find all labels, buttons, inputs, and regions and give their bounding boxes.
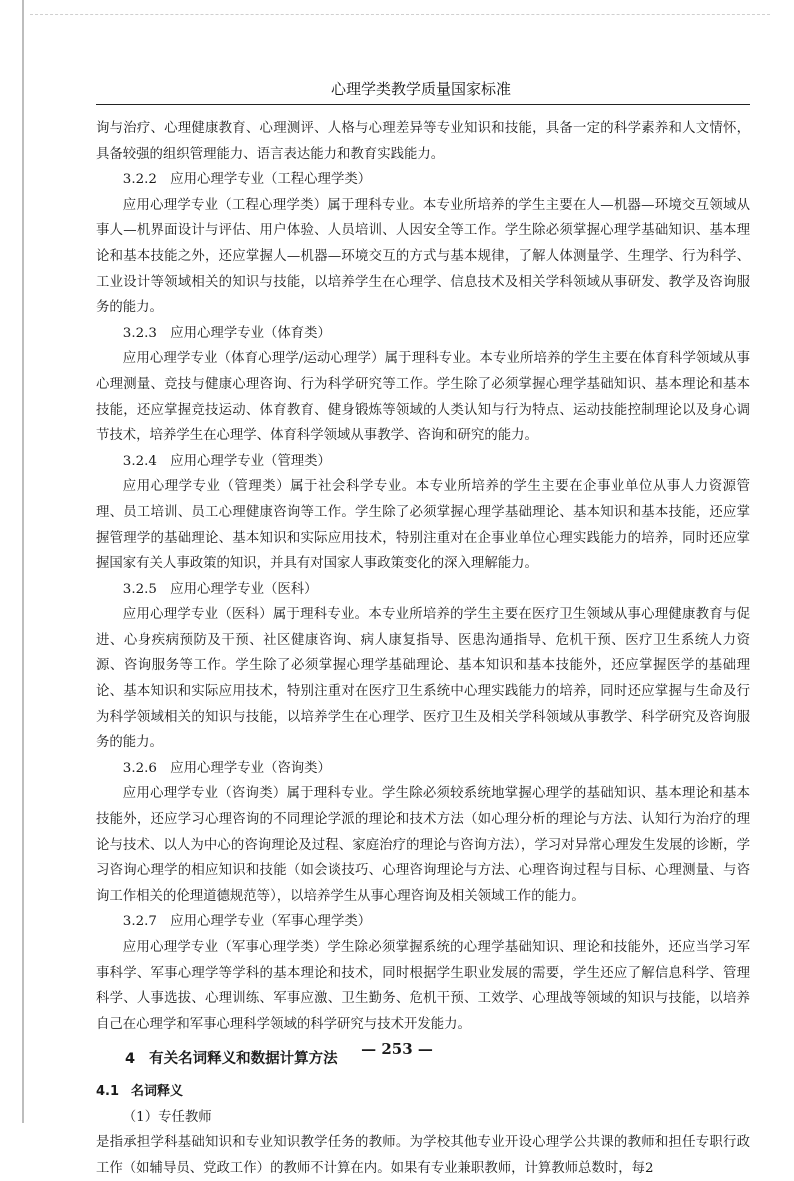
scan-top-strip (30, 14, 770, 16)
section-3-2-6-heading: 3.2.6 应用心理学专业（咨询类） (122, 760, 331, 776)
scan-edge (22, 0, 24, 1123)
page-body (96, 116, 750, 1181)
section-3-2-7-heading: 3.2.7 应用心理学专业（军事心理学类） (122, 914, 372, 930)
section-3-2-4-body: 应用心理学专业（管理类）属于社会科学专业。本专业所培养的学生主要在企事业单位从事人力资源管理、员工培训、员工心理健康咨询等工作。学生除了必须掌握心理学基础理论、基本知识和基本技能，还应掌握管理学的基础理论、基本知识和实际应用技术，特别注重对在企事业单位心理实践能力的培养，同时还应掌握国家有关人事政策的知识，并具有对国家人事政策变化的深入理解能力。 (96, 479, 750, 572)
section-3-2-5-body: 应用心理学专业（医科）属于理科专业。本专业所培养的学生主要在医疗卫生领域从事心理健康教育与促进、心身疾病预防及干预、社区健康咨询、病人康复指导、医患沟通指导、危机干预、医疗卫生系统人力资源、咨询服务等工作。学生除了必须掌握心理学基础理论、基本知识和基本技能外，还应掌握医学的基础理论、基本知识和实际应用技术，特别注重对在医疗卫生系统中心理实践能力的培养，同时还应掌握与生命及行为科学领域相关的知识与技能，以培养学生在心理学、医疗卫生及相关学科领域从事教学、科学研究及咨询服务的能力。 (96, 607, 750, 751)
header-rule (96, 104, 750, 105)
section-3-2-7-body: 应用心理学专业（军事心理学类）学生除必须掌握系统的心理学基础知识、理论和技能外，还应当学习军事科学、军事心理学等学科的基本理论和技术，同时根据学生职业发展的需要，学生还应了解信息科学、管理科学、人事选拔、心理训练、军事应激、卫生勤务、危机干预、工效学、心理战等领域的知识与技能，以培养自己在心理学和军事心理科学领域的科学研究与技术开发能力。 (96, 940, 750, 1032)
section-3-2-3-heading: 3.2.3 应用心理学专业（体育类） (122, 325, 331, 341)
section-3-2-3-body: 应用心理学专业（体育心理学/运动心理学）属于理科专业。本专业所培养的学生主要在体育科学领域从事心理测量、竞技与健康心理咨询、行为科学研究等工作。学生除了必须掌握心理学基础知识、基本理论和基本技能，还应掌握竞技运动、体育教育、健身锻炼等领域的人类认知与行为特点、运动技能控制理论以及身心调节技术，培养学生在心理学、体育科学领域从事教学、咨询和研究的能力。 (96, 351, 750, 444)
section-3-2-5-heading: 3.2.5 应用心理学专业（医科） (122, 581, 318, 597)
section-3-2-2-heading: 3.2.2 应用心理学专业（工程心理学类） (122, 172, 372, 188)
page-number: — 253 — (361, 1040, 433, 1058)
section-3-2-4-heading: 3.2.4 应用心理学专业（管理类） (122, 453, 331, 469)
section-4-title: 有关名词释义和数据计算方法 (149, 1051, 338, 1068)
section-4-1-number: 4.1 (96, 1083, 120, 1099)
section-4-number: 4 (125, 1051, 136, 1068)
item-1-body: 是指承担学科基础知识和专业知识教学任务的教师。为学校其他专业开设心理学公共课的教师和担任专职行政工作（如辅导员、党政工作）的教师不计算在内。如果有专业兼职教师，计算教师总数时，每2 (96, 1135, 750, 1176)
section-3-2-6-body: 应用心理学专业（咨询类）属于理科专业。学生除必须较系统地掌握心理学的基础知识、基本理论和基本技能外，还应学习心理咨询的不同理论学派的理论和技术方法（如心理分析的理论与方法、认知行为治疗的理论与技术、以人为中心的咨询理论及过程、家庭治疗的理论与咨询方法），学习对异常心理发生发展的诊断，学习咨询心理学的相应知识和技能（如会谈技巧、心理咨询理论与方法、心理咨询过程与目标、心理测量、与咨询工作相关的伦理道德规范等），以培养学生从事心理咨询及相关领域工作的能力。 (96, 786, 750, 904)
intro-paragraph: 询与治疗、心理健康教育、心理测评、人格与心理差异等专业知识和技能，具备一定的科学素养和人文情怀，具备较强的组织管理能力、语言表达能力和教育实践能力。 (96, 121, 750, 162)
section-4-1-heading (96, 1079, 750, 1105)
section-3-2-2-body: 应用心理学专业（工程心理学类）属于理科专业。本专业所培养的学生主要在人—机器—环境交互领域从事人—机界面设计与评估、用户体验、人员培训、人因安全等工作。学生除必须掌握心理学基础知识、基本理论和基本技能之外，还应掌握人—机器—环境交互的方式与基本规律，了解人体测量学、生理学、行为科学、工业设计等领域相关的知识与技能，以培养学生在心理学、信息技术及相关学科领域从事研发、教学及咨询服务的能力。 (96, 197, 750, 316)
item-1-heading: （1）专任教师 (122, 1109, 212, 1125)
running-header: 心理学类教学质量国家标准 (330, 80, 511, 98)
section-4-1-title: 名词释义 (131, 1083, 184, 1099)
